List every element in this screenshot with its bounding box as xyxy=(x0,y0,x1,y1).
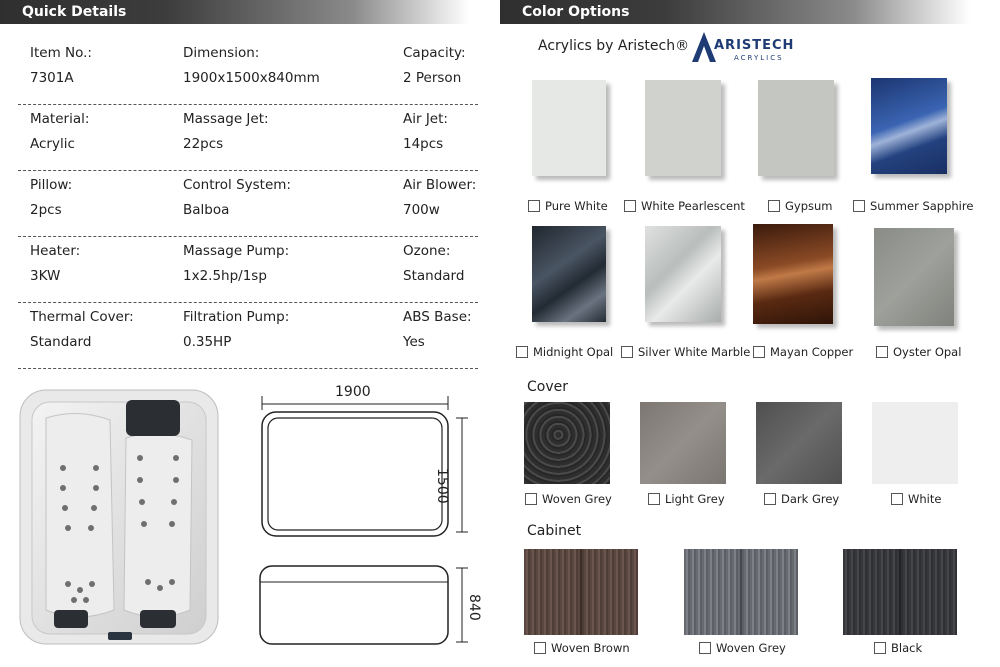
checkbox[interactable] xyxy=(534,642,546,654)
spec-label: ABS Base: xyxy=(403,309,472,325)
spec-row xyxy=(18,38,478,105)
cover-swatch-light-grey[interactable] xyxy=(640,402,726,484)
cabinet-option-woven-grey[interactable] xyxy=(699,641,786,655)
option-label: Summer Sapphire xyxy=(870,199,974,213)
logo-name: ARISTECH xyxy=(714,38,795,53)
acrylic-swatch-white-pearlescent[interactable] xyxy=(645,80,721,176)
option-label: Silver White Marble xyxy=(638,345,751,359)
option-label: Mayan Copper xyxy=(770,345,854,359)
spec-label: Item No.: xyxy=(30,45,92,61)
spec-value: Yes xyxy=(403,334,425,350)
acrylic-swatch-midnight-opal[interactable] xyxy=(532,226,606,322)
spec-value: 700w xyxy=(403,202,440,218)
acrylic-option-summer-sapphire[interactable] xyxy=(853,199,973,213)
option-label: Black xyxy=(891,641,923,655)
cover-section-title: Cover xyxy=(527,379,568,395)
spec-value: 22pcs xyxy=(183,136,224,152)
spec-value: Standard xyxy=(403,268,465,284)
cover-option-light-grey[interactable] xyxy=(648,492,725,506)
width-dimension-label: 1500 xyxy=(434,468,450,504)
spec-label: Material: xyxy=(30,111,90,127)
spec-label: Air Blower: xyxy=(403,177,477,193)
cover-swatch-dark-grey[interactable] xyxy=(756,402,842,484)
spec-value: 14pcs xyxy=(403,136,444,152)
spec-label: Ozone: xyxy=(403,243,451,259)
checkbox[interactable] xyxy=(753,346,765,358)
option-label: Gypsum xyxy=(785,199,833,213)
spec-label: Pillow: xyxy=(30,177,73,193)
option-label: Woven Brown xyxy=(551,641,630,655)
spec-label: Thermal Cover: xyxy=(30,309,134,325)
spec-row xyxy=(18,104,478,171)
height-dimension-label: 840 xyxy=(466,594,482,621)
acrylic-option-white-pearlescent[interactable] xyxy=(624,199,745,213)
cover-swatch-white[interactable] xyxy=(872,402,958,484)
checkbox[interactable] xyxy=(764,493,776,505)
checkbox[interactable] xyxy=(891,493,903,505)
spec-value: 2 Person xyxy=(403,70,462,86)
acrylic-option-gypsum[interactable] xyxy=(768,199,833,213)
cabinet-section-title: Cabinet xyxy=(527,523,582,539)
option-label: White xyxy=(908,492,942,506)
spec-label: Massage Pump: xyxy=(183,243,290,259)
cabinet-option-woven-brown[interactable] xyxy=(534,641,630,655)
spec-value: 7301A xyxy=(30,70,74,86)
length-dimension-label: 1900 xyxy=(335,384,371,400)
cover-option-white[interactable] xyxy=(891,492,941,506)
cabinet-swatch-woven-brown[interactable] xyxy=(524,549,638,635)
acrylic-swatch-gypsum[interactable] xyxy=(758,80,834,176)
spec-row xyxy=(18,170,478,237)
acrylics-title: Acrylics by Aristech® xyxy=(538,38,690,54)
acrylic-option-mayan-copper[interactable] xyxy=(753,345,853,359)
spec-label: Heater: xyxy=(30,243,81,259)
checkbox[interactable] xyxy=(516,346,528,358)
spec-row xyxy=(18,236,478,303)
spec-value: 0.35HP xyxy=(183,334,232,350)
acrylic-option-pure-white[interactable] xyxy=(528,199,608,213)
aristech-logo xyxy=(690,30,804,66)
quick-details-header xyxy=(0,0,470,24)
logo-sub: ACRYLICS xyxy=(734,54,784,62)
checkbox[interactable] xyxy=(621,346,633,358)
option-label: Oyster Opal xyxy=(893,345,962,359)
spec-label: Massage Jet: xyxy=(183,111,269,127)
spec-value: Acrylic xyxy=(30,136,75,152)
option-label: Pure White xyxy=(545,199,608,213)
option-label: White Pearlescent xyxy=(641,199,745,213)
dimension-drawing xyxy=(250,378,490,650)
spec-label: Dimension: xyxy=(183,45,260,61)
option-label: Woven Grey xyxy=(542,492,612,506)
checkbox[interactable] xyxy=(876,346,888,358)
spec-value: 1x2.5hp/1sp xyxy=(183,268,267,284)
option-label: Midnight Opal xyxy=(533,345,614,359)
spec-value: 1900x1500x840mm xyxy=(183,70,320,86)
color-options-header xyxy=(500,0,970,24)
acrylic-swatch-pure-white[interactable] xyxy=(532,80,606,176)
spec-label: Filtration Pump: xyxy=(183,309,290,325)
checkbox[interactable] xyxy=(699,642,711,654)
cover-swatch-woven-grey[interactable] xyxy=(524,402,610,484)
spec-value: 2pcs xyxy=(30,202,62,218)
acrylic-swatch-summer-sapphire[interactable] xyxy=(871,78,947,174)
checkbox[interactable] xyxy=(528,200,540,212)
cover-option-dark-grey[interactable] xyxy=(764,492,839,506)
cover-option-woven-grey[interactable] xyxy=(525,492,612,506)
spec-row xyxy=(18,302,478,369)
option-label: Dark Grey xyxy=(781,492,840,506)
spec-label: Air Jet: xyxy=(403,111,448,127)
spec-label: Control System: xyxy=(183,177,291,193)
acrylic-swatch-silver-white-marble[interactable] xyxy=(645,226,721,322)
option-label: Woven Grey xyxy=(716,641,786,655)
acrylic-option-oyster-opal[interactable] xyxy=(876,345,961,359)
acrylic-option-midnight-opal[interactable] xyxy=(516,345,613,359)
checkbox[interactable] xyxy=(874,642,886,654)
cabinet-swatch-black[interactable] xyxy=(843,549,957,635)
acrylic-swatch-mayan-copper[interactable] xyxy=(753,224,833,324)
acrylic-option-silver-white-marble[interactable] xyxy=(621,345,750,359)
checkbox[interactable] xyxy=(648,493,660,505)
spec-value: Balboa xyxy=(183,202,230,218)
cabinet-option-black[interactable] xyxy=(874,641,922,655)
acrylic-swatch-oyster-opal[interactable] xyxy=(874,228,954,326)
hot-tub-top-view-image xyxy=(18,388,220,646)
checkbox[interactable] xyxy=(525,493,537,505)
checkbox[interactable] xyxy=(853,200,865,212)
option-label: Light Grey xyxy=(665,492,725,506)
spec-value: 3KW xyxy=(30,268,61,284)
quick-details-title: Quick Details xyxy=(22,4,127,20)
spec-label: Capacity: xyxy=(403,45,466,61)
checkbox[interactable] xyxy=(768,200,780,212)
checkbox[interactable] xyxy=(624,200,636,212)
spec-value: Standard xyxy=(30,334,92,350)
color-options-title: Color Options xyxy=(522,4,630,20)
cabinet-swatch-woven-grey[interactable] xyxy=(684,549,798,635)
